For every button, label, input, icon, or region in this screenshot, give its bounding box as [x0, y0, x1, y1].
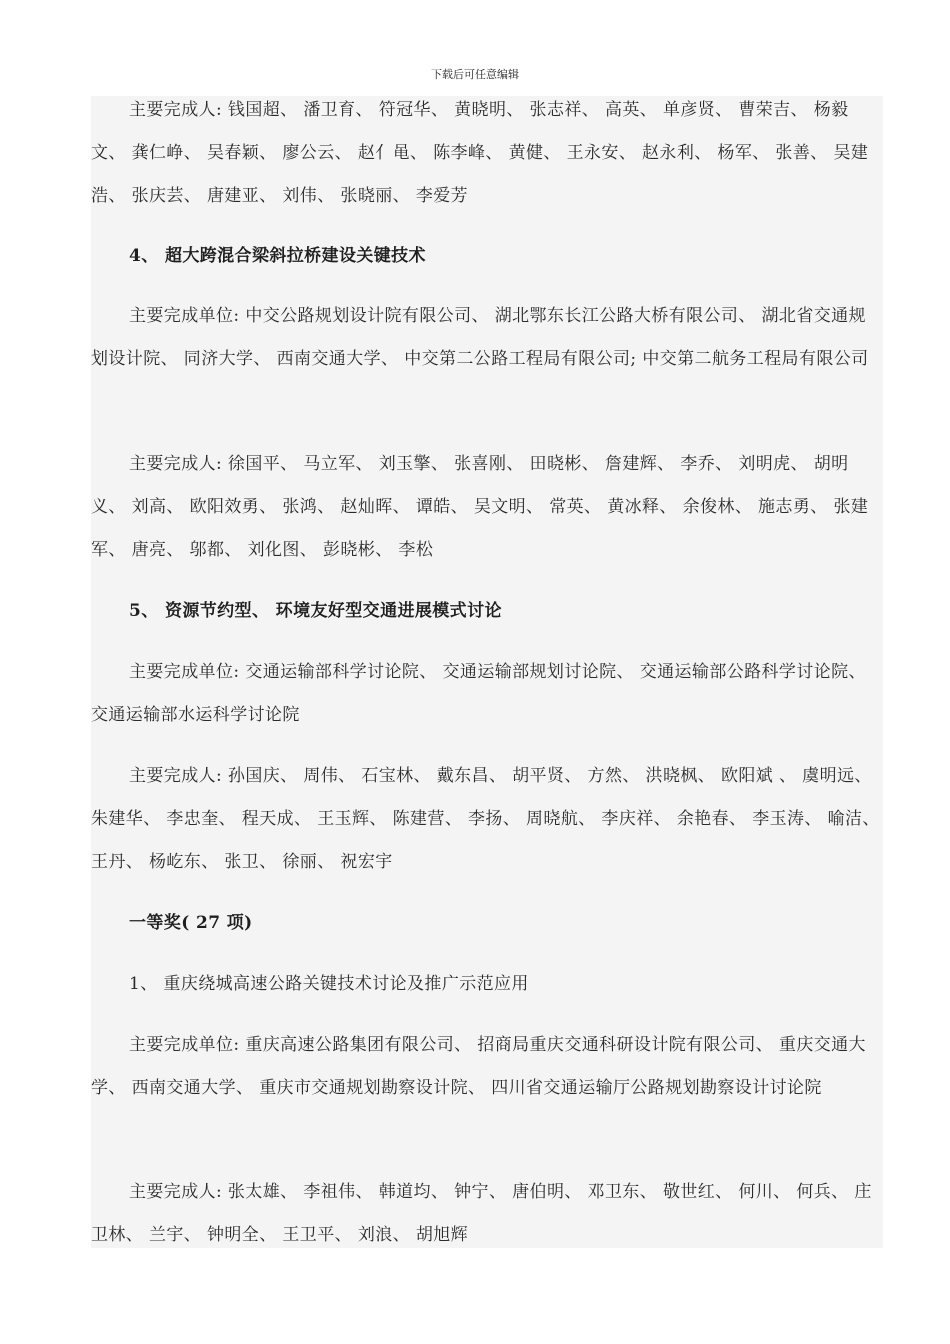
section-heading-5: 5、 资源节约型、 环境友好型交通进展模式讨论: [129, 601, 502, 621]
page-header-note: 下载后可任意编辑: [431, 68, 519, 81]
paragraph-completers-4: 主要完成人: 徐国平、 马立军、 刘玉擎、 张喜刚、 田晓彬、 詹建辉、 李乔、 刘明虎、 胡明义、 刘高、 欧阳效勇、 张鸿、 赵灿晖、 谭皓、 吴文明、 常英、 黄冰释、 余俊林、 施志勇、 张建军、 唐亮、 邬都、 刘化图、 彭晓彬、 李松: [91, 454, 869, 560]
document-body: [91, 96, 883, 1248]
section-heading-1: 1、 重庆绕城高速公路关键技术讨论及推广示范应用: [129, 974, 529, 994]
paragraph-completers-3: 主要完成人: 钱国超、 潘卫育、 符冠华、 黄晓明、 张志祥、 高英、 单彦贤、 曹荣吉、 杨毅文、 龚仁峥、 吴春颖、 廖公云、 赵亻黾、 陈李峰、 黄健、 王永安、 赵永利、 杨军、 张善、 吴建浩、 张庆芸、 唐建亚、 刘伟、 张晓丽、 李爱芳: [91, 100, 869, 206]
paragraph-units-5: 主要完成单位: 交通运输部科学讨论院、 交通运输部规划讨论院、 交通运输部公路科学讨论院、 交通运输部水运科学讨论院: [91, 662, 866, 725]
section-heading-4: 4、 超大跨混合梁斜拉桥建设关键技术: [129, 246, 426, 266]
paragraph-completers-1: 主要完成人: 张太雄、 李祖伟、 韩道均、 钟宁、 唐伯明、 邓卫东、 敬世红、 何川、 何兵、 庄卫林、 兰宇、 钟明全、 王卫平、 刘浪、 胡旭辉: [91, 1182, 872, 1245]
award-heading-first-prize: 一等奖( 27 项): [129, 913, 253, 933]
paragraph-units-4: 主要完成单位: 中交公路规划设计院有限公司、 湖北鄂东长江公路大桥有限公司、 湖北省交通规划设计院、 同济大学、 西南交通大学、 中交第二公路工程局有限公司; 中交第二航务工程局有限公司: [91, 306, 869, 369]
paragraph-units-1: 主要完成单位: 重庆高速公路集团有限公司、 招商局重庆交通科研设计院有限公司、 重庆交通大学、 西南交通大学、 重庆市交通规划勘察设计院、 四川省交通运输厅公路规划勘察设计讨论院: [91, 1035, 866, 1098]
paragraph-completers-5: 主要完成人: 孙国庆、 周伟、 石宝林、 戴东昌、 胡平贤、 方然、 洪晓枫、 欧阳斌 、 虞明远、 朱建华、 李忠奎、 程天成、 王玉辉、 陈建营、 李扬、 周晓航、 李庆祥、 余艳春、 李玉涛、 喻洁、 王丹、 杨屹东、 张卫、 徐丽、 祝宏宇: [91, 766, 880, 872]
